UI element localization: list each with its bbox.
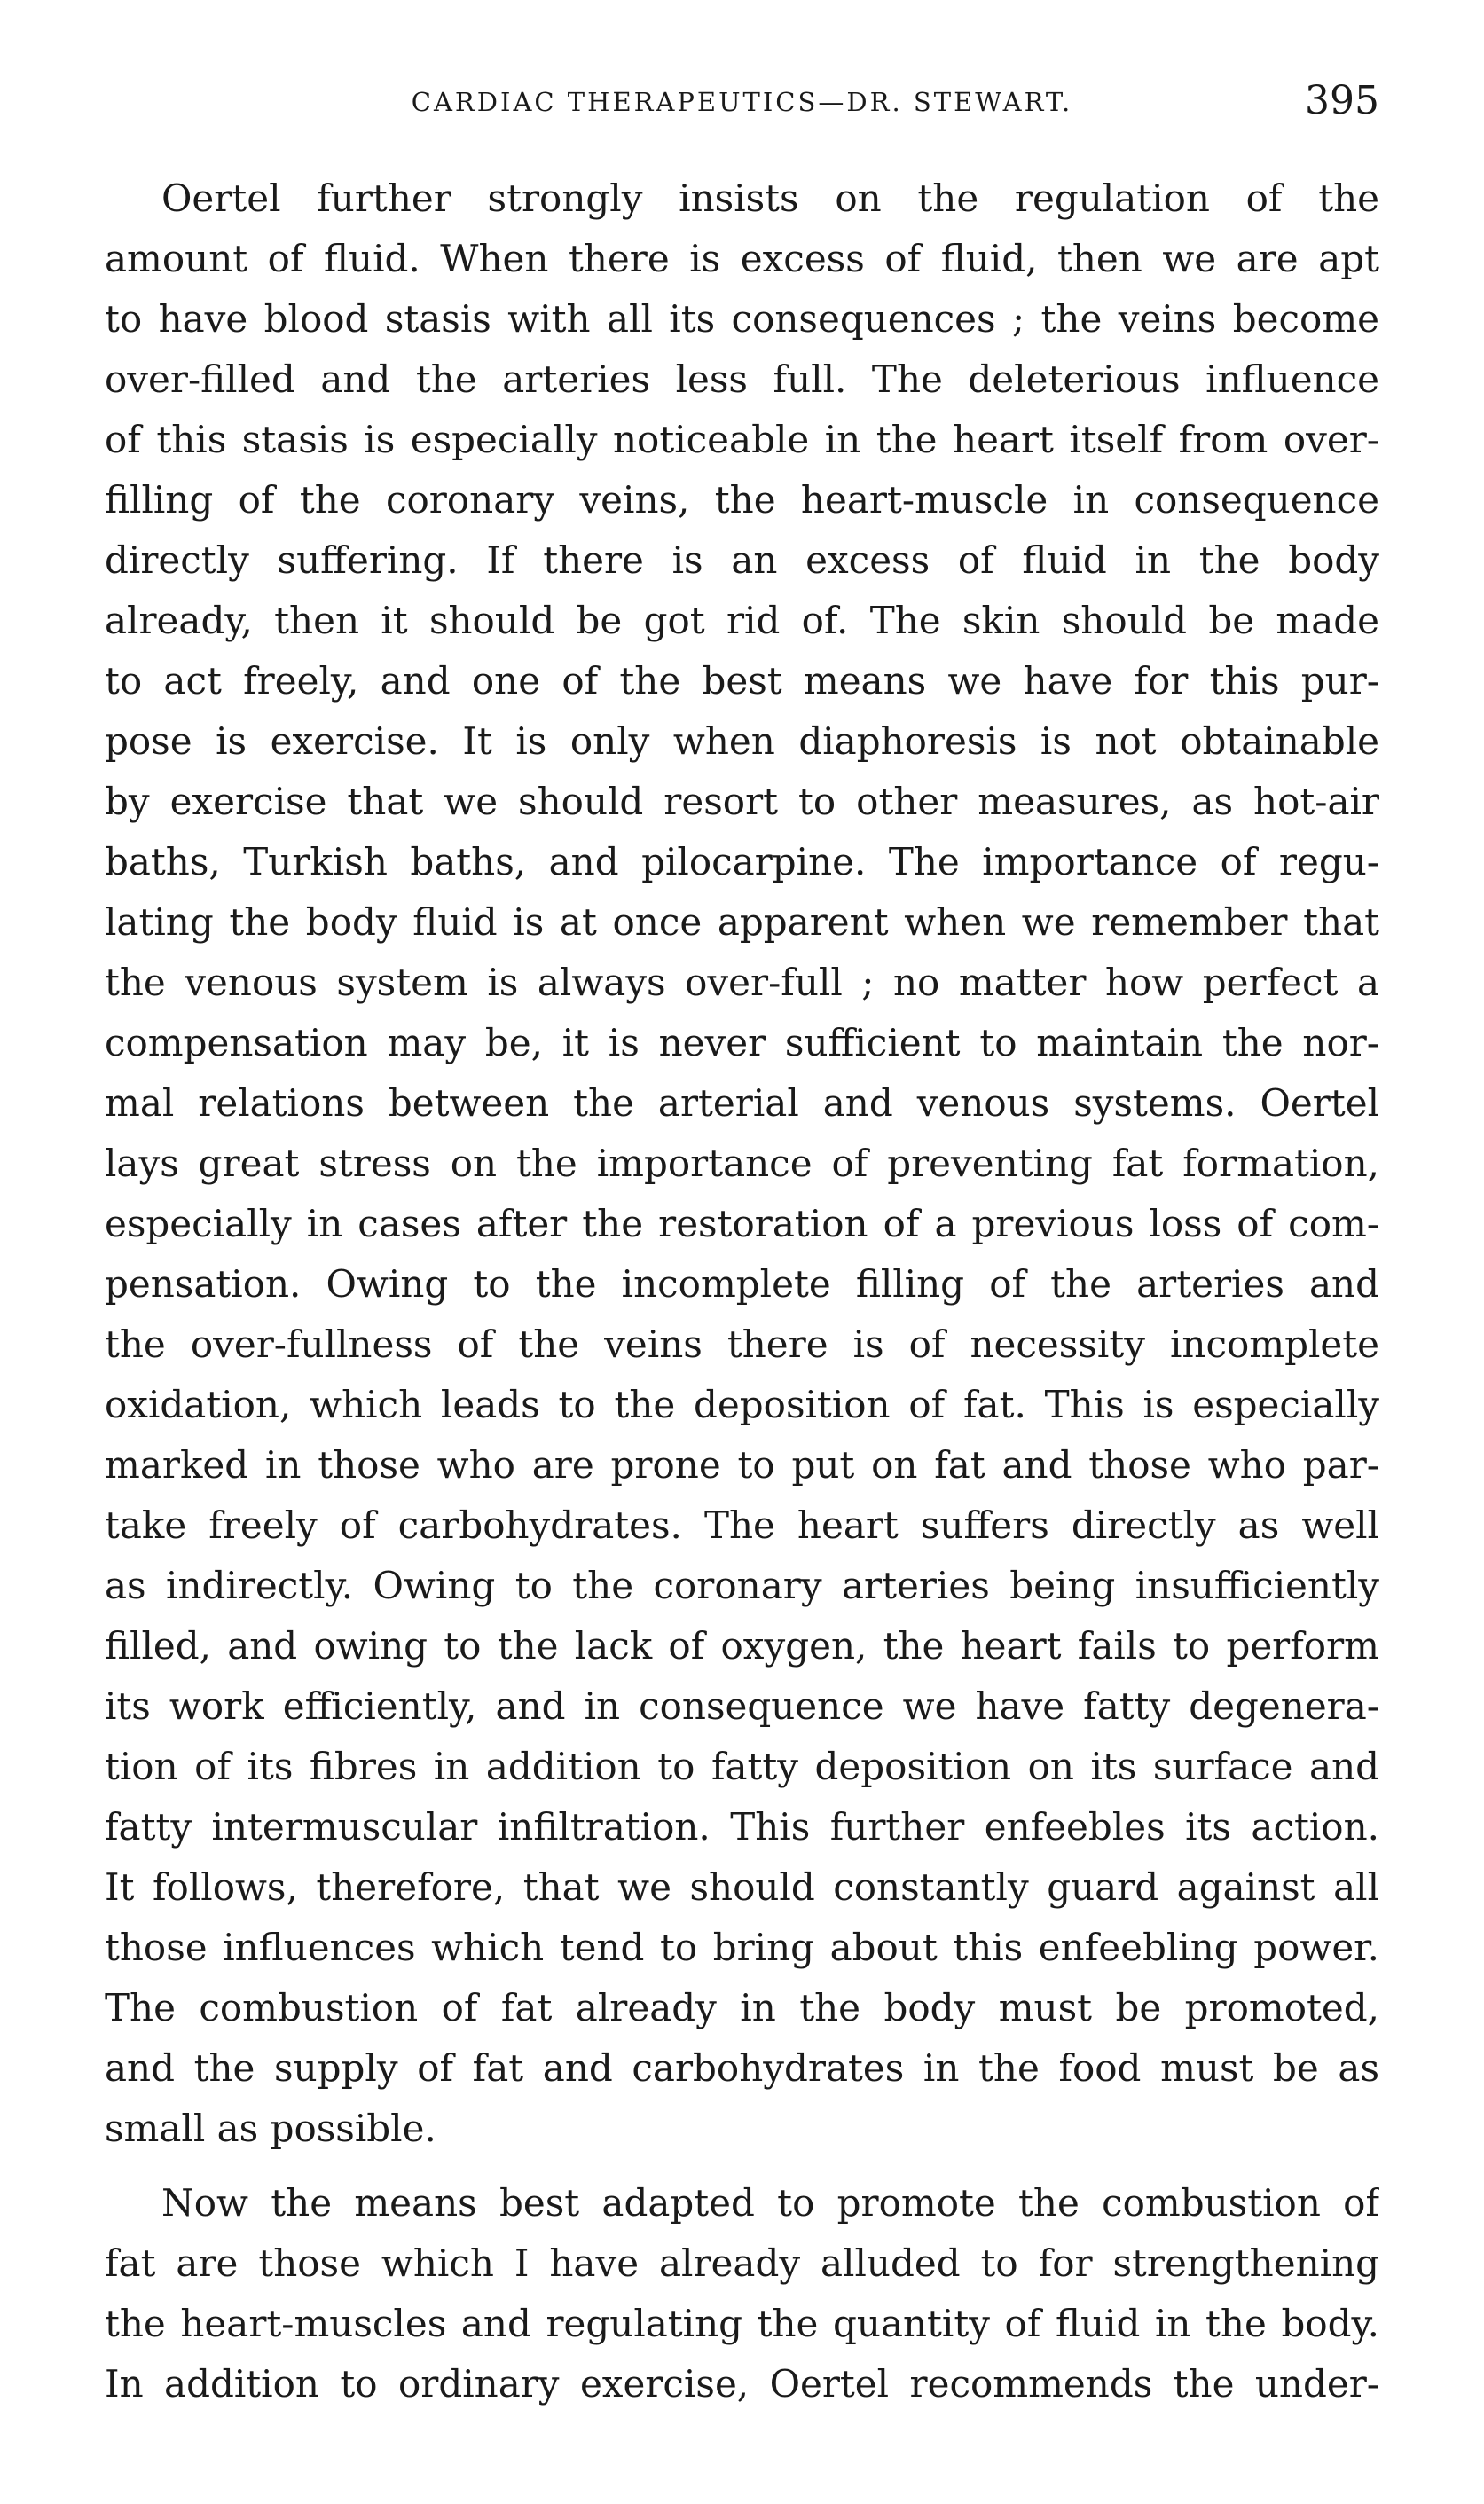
text-line: by exercise that we should resort to other measures, as hot-air — [105, 780, 1379, 823]
text-line: amount of fluid. When there is excess of fluid, then we are apt — [105, 237, 1379, 280]
running-head — [105, 78, 1379, 131]
text-line: In addition to ordinary exercise, Oertel recommends the under- — [105, 2362, 1379, 2406]
text-line: fat are those which I have already alluded to for strengthening — [105, 2241, 1379, 2285]
body-text — [105, 169, 1379, 2414]
text-line: lating the body fluid is at once apparent when we remember that — [105, 900, 1379, 944]
text-line: take freely of carbohydrates. The heart suffers directly as well — [105, 1503, 1379, 1547]
text-line: filled, and owing to the lack of oxygen, the heart fails to perform — [105, 1624, 1379, 1668]
text-line: It follows, therefore, that we should constantly guard against all — [105, 1865, 1379, 1909]
paragraph-2 — [105, 2173, 1379, 2414]
text-line: mal relations between the arterial and venous systems. Oertel — [105, 1081, 1379, 1125]
text-line: those influences which tend to bring about this enfeebling power. — [105, 1926, 1379, 1969]
text-line: directly suffering. If there is an excess of fluid in the body — [105, 538, 1379, 582]
text-line: tion of its fibres in addition to fatty deposition on its surface and — [105, 1745, 1379, 1788]
text-line: lays great stress on the importance of preventing fat formation, — [105, 1142, 1379, 1185]
text-line: to act freely, and one of the best means we have for this pur- — [105, 659, 1379, 703]
text-line: and the supply of fat and carbohydrates in the food must be as — [105, 2046, 1379, 2090]
text-line: the over-fullness of the veins there is of necessity incomplete — [105, 1323, 1379, 1366]
text-line: its work efficiently, and in consequence we have fatty degenera- — [105, 1684, 1379, 1728]
text-line: baths, Turkish baths, and pilocarpine. The importance of regu- — [105, 840, 1379, 883]
text-line: especially in cases after the restoration of a previous loss of com- — [105, 1202, 1379, 1245]
text-line: already, then it should be got rid of. The skin should be made — [105, 599, 1379, 642]
page-number: 395 — [1305, 78, 1379, 123]
text-line: The combustion of fat already in the body must be promoted, — [105, 1986, 1379, 2029]
running-title: CARDIAC THERAPEUTICS—DR. STEWART. — [411, 87, 1073, 117]
text-line: pensation. Owing to the incomplete filling of the arteries and — [105, 1262, 1379, 1306]
text-line: fatty intermuscular infiltration. This further enfeebles its action. — [105, 1805, 1379, 1849]
text-line: the venous system is always over-full ; no matter how perfect a — [105, 961, 1379, 1004]
text-line: over-filled and the arteries less full. The deleterious influence — [105, 357, 1379, 401]
text-line: Oertel further strongly insists on the regulation of the — [161, 177, 1379, 220]
text-line: to have blood stasis with all its consequences ; the veins become — [105, 297, 1379, 341]
text-line: small as possible. — [105, 2107, 436, 2150]
text-line: as indirectly. Owing to the coronary arteries being insufficiently — [105, 1564, 1379, 1607]
text-line: oxidation, which leads to the deposition of fat. This is especially — [105, 1383, 1379, 1426]
text-line: of this stasis is especially noticeable in the heart itself from over- — [105, 418, 1379, 461]
text-line: Now the means best adapted to promote the combustion of — [161, 2181, 1379, 2225]
text-line: compensation may be, it is never sufficient to maintain the nor- — [105, 1021, 1379, 1064]
text-line: the heart-muscles and regulating the quantity of fluid in the body. — [105, 2302, 1379, 2345]
text-line: pose is exercise. It is only when diaphoresis is not obtainable — [105, 719, 1379, 763]
paragraph-1 — [105, 169, 1379, 2159]
text-line: marked in those who are prone to put on fat and those who par- — [105, 1443, 1379, 1487]
text-line: filling of the coronary veins, the heart-muscle in consequence — [105, 478, 1379, 522]
